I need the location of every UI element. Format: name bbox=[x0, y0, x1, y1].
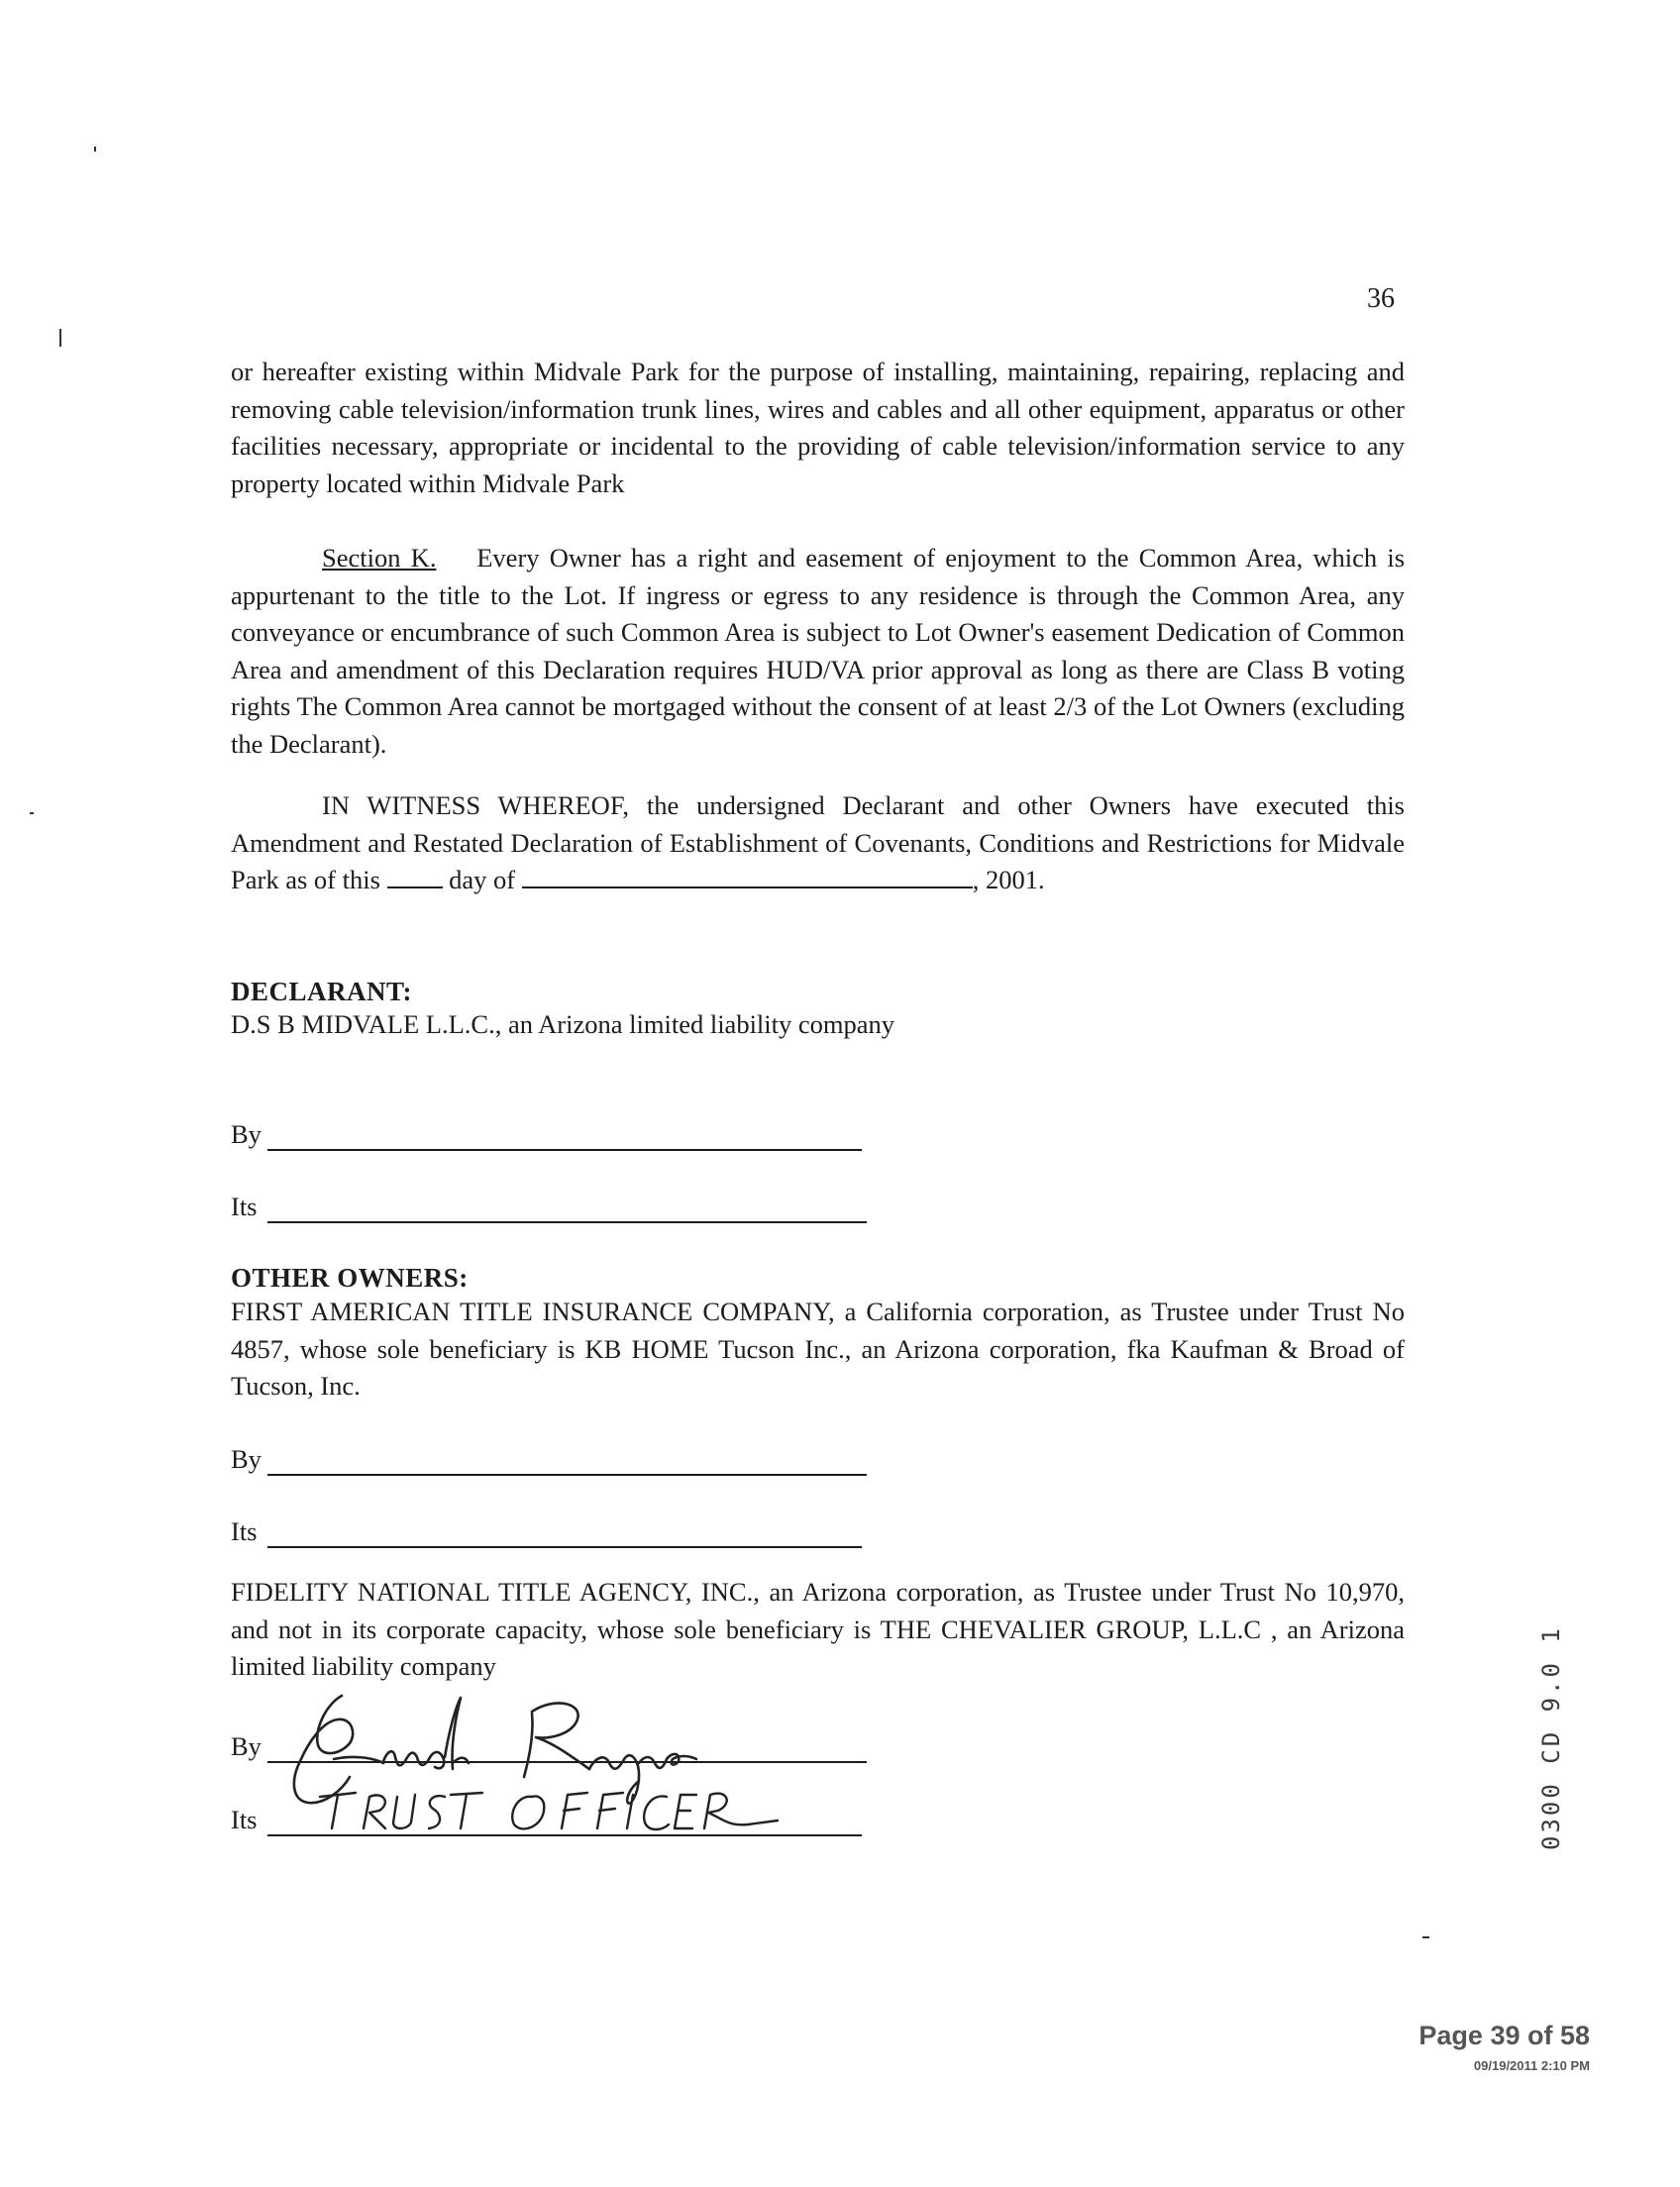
owner1-its-line bbox=[231, 1516, 258, 1550]
footer-timestamp: 09/19/2011 2:10 PM bbox=[1473, 2058, 1590, 2073]
section-k-label: Section K. bbox=[322, 543, 437, 573]
margin-stamp: 0300 CD 9.0 1 bbox=[1537, 1625, 1565, 1850]
signature-rule bbox=[267, 1149, 862, 1151]
owner2-text bbox=[231, 1574, 1405, 1686]
signature-rule bbox=[267, 1834, 862, 1836]
owner1-by-line bbox=[231, 1444, 262, 1478]
scan-speck bbox=[94, 147, 96, 152]
signature-rule bbox=[267, 1546, 862, 1548]
footer-page-indicator: Page 39 of 58 bbox=[1418, 2021, 1590, 2050]
owner2-by-line bbox=[231, 1731, 262, 1765]
its-label: Its bbox=[231, 1192, 258, 1221]
declarant-by-line bbox=[231, 1119, 262, 1153]
witness-text: IN WITNESS WHEREOF, the undersigned Declarant and other Owners have executed this Amendment and Restated Declaration of Establishment of Covenants, Conditions and Restrictions for Midvale Park as of this bbox=[231, 790, 1405, 894]
its-label: Its bbox=[231, 1516, 258, 1546]
owner1-text bbox=[231, 1294, 1405, 1406]
scan-speck bbox=[30, 812, 34, 814]
signature-rule bbox=[267, 1221, 867, 1223]
signature-rule bbox=[267, 1474, 867, 1476]
declarant-its-line bbox=[231, 1192, 258, 1225]
day-of-label: day of bbox=[449, 865, 516, 894]
owner1-description: FIRST AMERICAN TITLE INSURANCE COMPANY, a California corporation, as Trustee under Trust No 4857, whose sole beneficiary is KB HOME Tucson Inc., an Arizona corporation, fka Kaufman & Broad of Tucson, Inc. bbox=[231, 1297, 1405, 1401]
paragraph-text: or hereafter existing within Midvale Park for the purpose of installing, maintaining, repairing, replacing and removing cable television/information trunk lines, wires and cables and all other equipment, apparatus or other facilities necessary, appropriate or incidental to the providing of cable television/information service to any property located within Midvale Park bbox=[231, 357, 1405, 498]
year-text: , 2001. bbox=[972, 865, 1045, 894]
paragraph-section-k bbox=[231, 540, 1405, 763]
by-label: By bbox=[231, 1731, 262, 1761]
declarant-heading: DECLARANT: bbox=[231, 977, 413, 1006]
by-label: By bbox=[231, 1444, 262, 1474]
month-blank bbox=[522, 865, 973, 888]
by-label: By bbox=[231, 1119, 262, 1149]
handwritten-signature bbox=[272, 1674, 788, 1813]
day-blank bbox=[387, 865, 443, 888]
paragraph-continuation bbox=[231, 354, 1405, 502]
page-number: 36 bbox=[1367, 283, 1395, 314]
scan-speck bbox=[59, 329, 61, 347]
section-k-text: Every Owner has a right and easement of enjoyment to the Common Area, which is appurtenant to the title to the Lot. If ingress or egress to any residence is through the Common Area, any conveyance or encumbrance of such Common Area is subject to Lot Owner's easement Dedication of Common Area and amendment of this Declaration requires HUD/VA prior approval as long as there are Class B voting rights The Common Area cannot be mortgaged without the consent of at least 2/3 of the Lot Owners (excluding the Declarant). bbox=[231, 543, 1406, 759]
handwritten-title bbox=[312, 1783, 788, 1842]
owner2-its-line bbox=[231, 1805, 258, 1838]
declarant-name: D.S B MIDVALE L.L.C., an Arizona limited liability company bbox=[231, 1009, 895, 1039]
scan-speck bbox=[1422, 1936, 1429, 1938]
other-owners-heading: OTHER OWNERS: bbox=[231, 1263, 469, 1293]
owner2-description: FIDELITY NATIONAL TITLE AGENCY, INC., an Arizona corporation, as Trustee under Trust No 10,970, and not in its corporate capacity, whose sole beneficiary is THE CHEVALIER GROUP, L.L.C , an Arizona limited liability company bbox=[231, 1577, 1405, 1681]
its-label: Its bbox=[231, 1805, 258, 1834]
paragraph-witness bbox=[231, 787, 1405, 899]
signature-rule bbox=[267, 1761, 867, 1763]
